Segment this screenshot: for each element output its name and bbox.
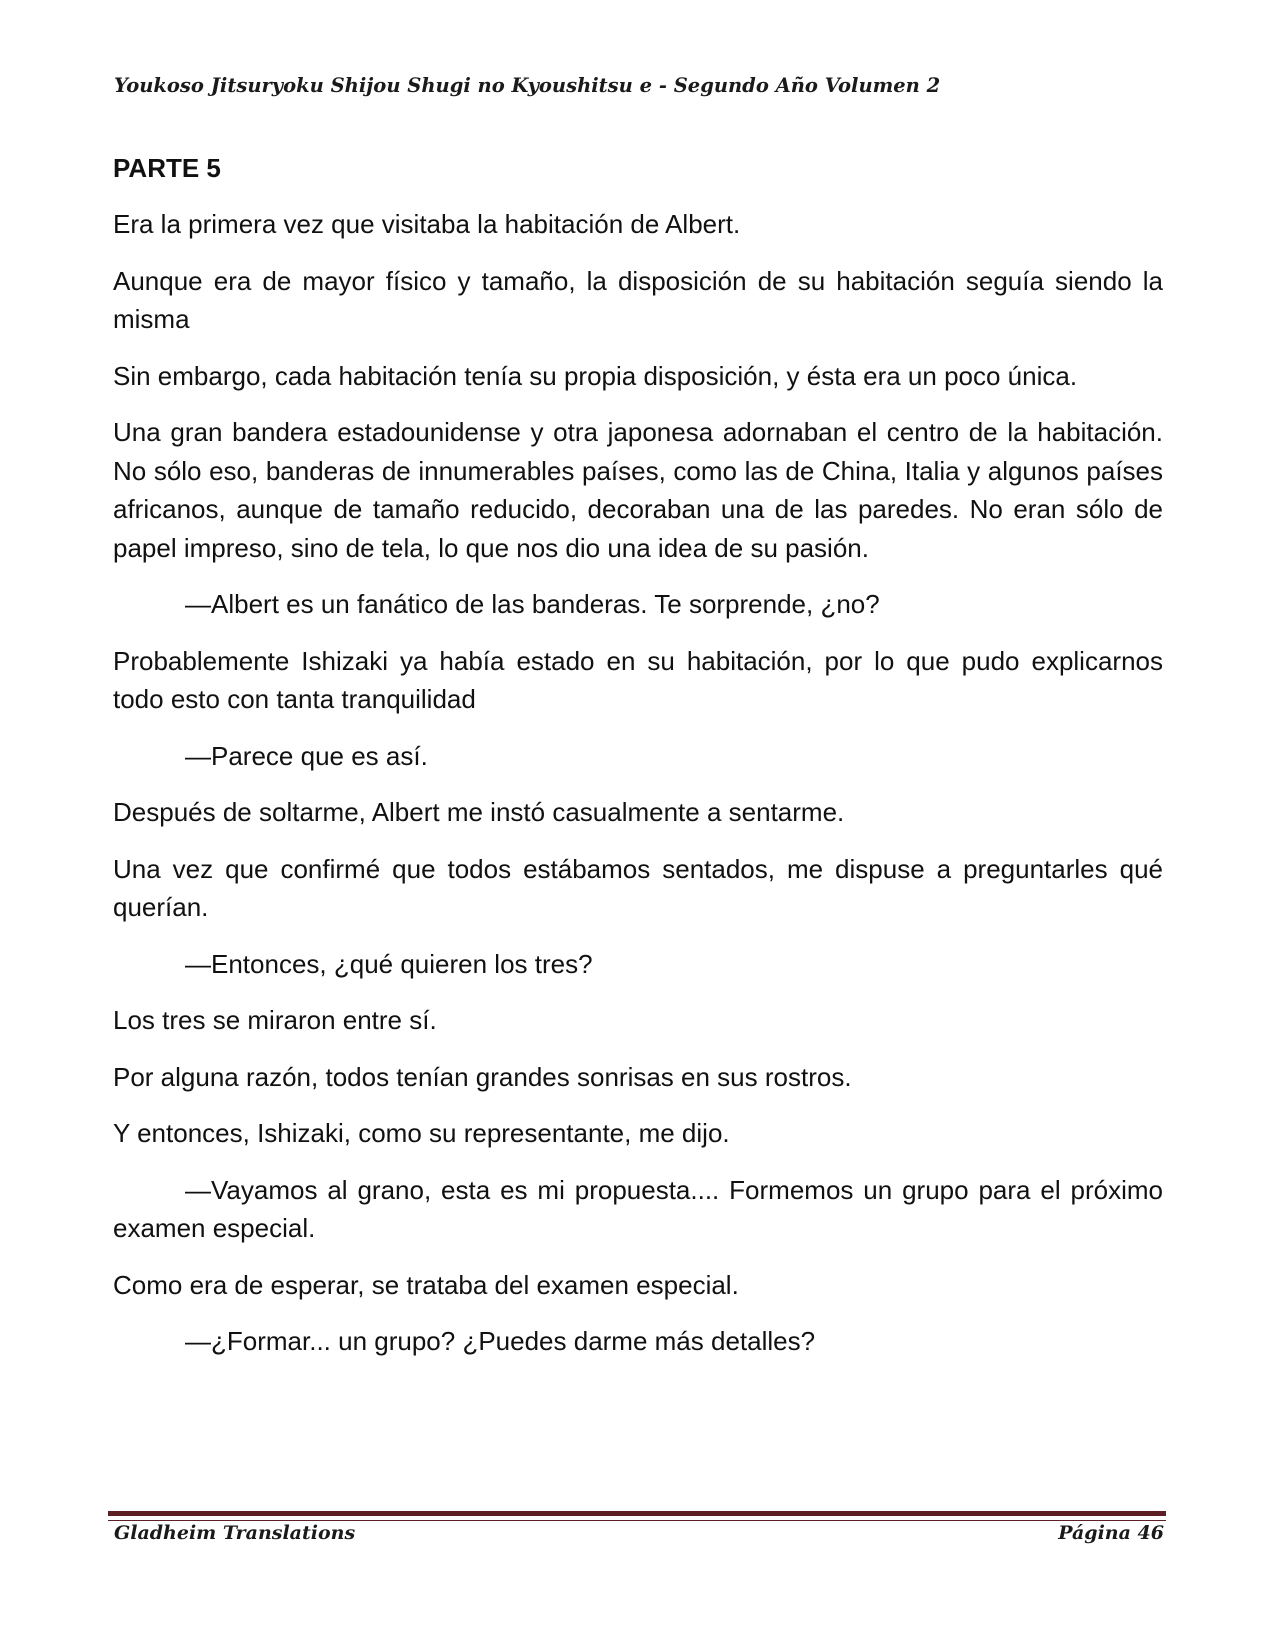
paragraph: Por alguna razón, todos tenían grandes sonrisas en sus rostros. (113, 1061, 852, 1092)
dialogue-line: —Vayamos al grano, esta es mi propuesta.... Formemos un grupo para el próximo examen especial. (113, 1174, 1163, 1243)
paragraph: Sin embargo, cada habitación tenía su propia disposición, y ésta era un poco única. (113, 360, 1078, 391)
paragraph: Probablemente Ishizaki ya había estado en su habitación, por lo que pudo explicarnos todo esto con tanta tranquilidad (113, 645, 1163, 714)
paragraph: Era la primera vez que visitaba la habitación de Albert. (113, 209, 741, 239)
body-text (113, 148, 1163, 1379)
paragraph: Aunque era de mayor físico y tamaño, la disposición de su habitación seguía siendo la misma (113, 265, 1163, 334)
paragraph: Una vez que confirmé que todos estábamos sentados, me dispuse a preguntarles qué querían. (113, 853, 1163, 922)
section-title: PARTE 5 (113, 153, 221, 183)
dialogue-line: —Entonces, ¿qué quieren los tres? (185, 948, 593, 979)
dialogue-line: —Albert es un fanático de las banderas. Te sorprende, ¿no? (185, 589, 880, 619)
footer-divider (108, 1511, 1166, 1521)
dialogue-line: —Parece que es así. (185, 740, 428, 771)
paragraph: Una gran bandera estadounidense y otra japonesa adornaban el centro de la habitación. No sólo eso, banderas de innumerables países, como las de China, Italia y algunos países africanos, aunque de tamaño reducido, decoraban una de las paredes. No eran sólo de papel impreso, sino de tela, lo que nos dio una idea de su pasión. (113, 417, 1163, 563)
footer-page-number: Página 46 (1058, 1522, 1164, 1544)
dialogue-line: —¿Formar... un grupo? ¿Puedes darme más detalles? (185, 1326, 816, 1356)
paragraph: Y entonces, Ishizaki, como su representante, me dijo. (113, 1118, 730, 1148)
paragraph: Como era de esperar, se trataba del examen especial. (113, 1269, 739, 1300)
paragraph: Después de soltarme, Albert me instó casualmente a sentarme. (113, 797, 845, 827)
paragraph: Los tres se miraron entre sí. (113, 1005, 437, 1035)
running-header: Youkoso Jitsuryoku Shijou Shugi no Kyoushitsu e - Segundo Año Volumen 2 (114, 74, 941, 97)
footer-publisher: Gladheim Translations (114, 1522, 356, 1544)
